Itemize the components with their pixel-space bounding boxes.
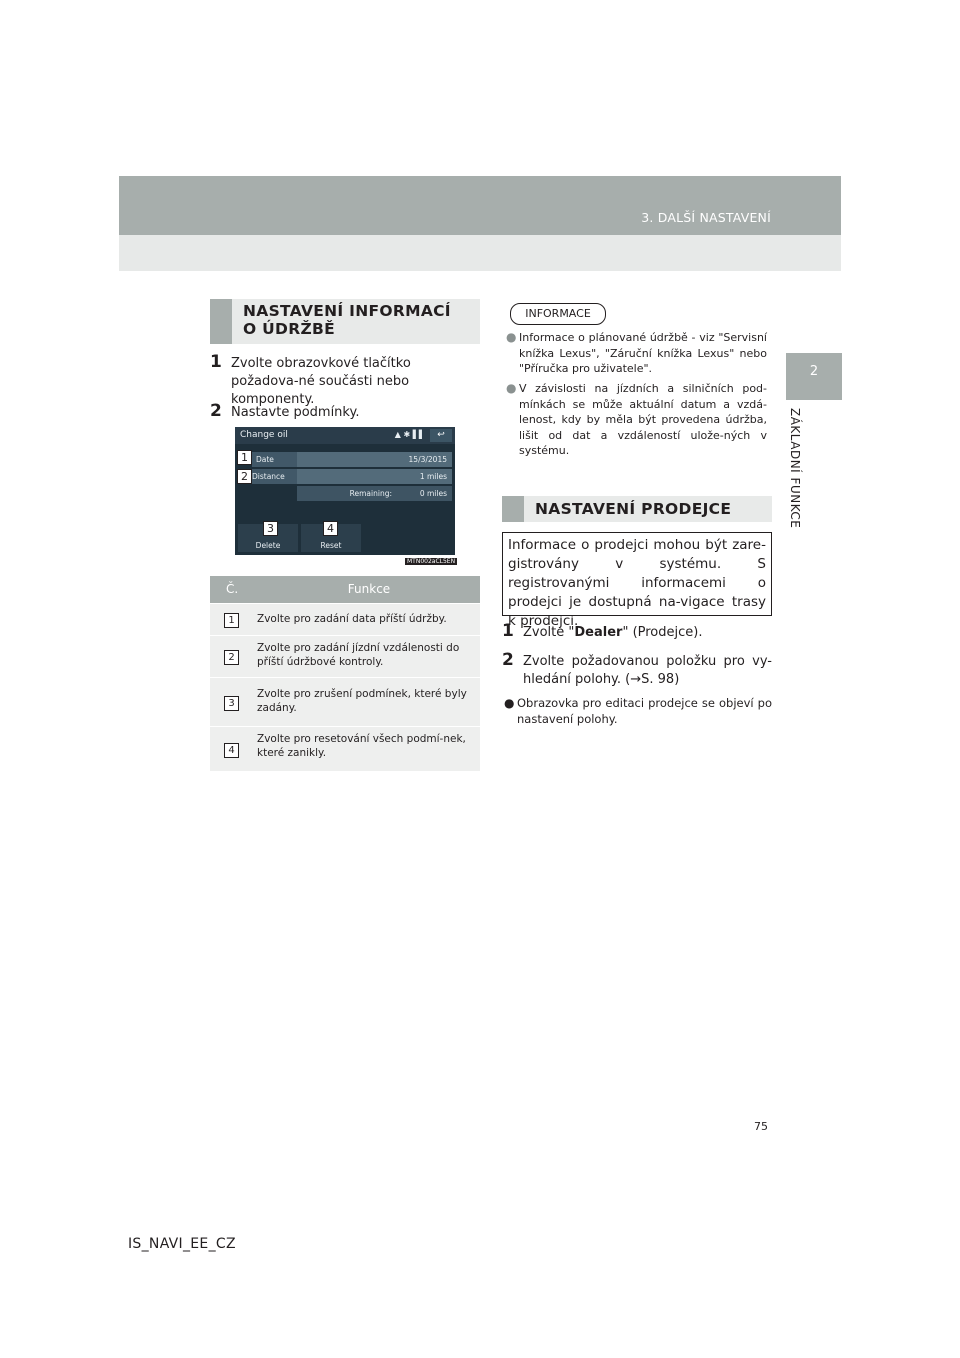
col-function-header: Funkce [347, 582, 391, 596]
step-text: Zvolte požadovanou položku pro vy-hledání polohy. (→S. 98) [523, 654, 772, 687]
step-text [502, 621, 772, 642]
distance-value: 1 miles [419, 472, 447, 481]
step-number: 1 [210, 352, 222, 372]
remaining-label: Remaining: [349, 489, 392, 498]
dealer-step-2 [502, 650, 772, 689]
page-number: 75 [754, 1120, 768, 1133]
remaining-field [297, 486, 452, 501]
status-icons: ▲ ✱ ▌▌ [394, 430, 425, 439]
document-code: IS_NAVI_EE_CZ [128, 1236, 236, 1252]
dealer-button-name: Dealer [574, 625, 623, 640]
distance-label: Distance [252, 472, 285, 481]
table-header [210, 576, 480, 603]
step-text-suffix: " (Prodejce). [622, 625, 703, 640]
info-bullet-text: V závislosti na jízdních a silničních pod-mínkách se může aktuální datum a vzdá-lenost, kdy by měla být provedena údržba, lišit od dat a vzdáleností ulože-ných v systému. [519, 382, 767, 457]
heading-maintenance-line1: NASTAVENÍ INFORMACÍ [243, 302, 451, 320]
info-bullet [506, 381, 767, 459]
dealer-info-box: Informace o prodejci mohou být zare-gistrovány v systému. S registrovanými informacemi o prodejci je dostupná na-vigace trasy k prodejci. [502, 532, 772, 616]
row-number: 3 [224, 696, 239, 711]
row-text: Zvolte pro zrušení podmínek, které byly zadány. [257, 688, 467, 714]
row-number: 1 [224, 613, 239, 628]
callout-4: 4 [323, 521, 338, 536]
bullet-icon: ● [504, 696, 515, 710]
dealer-note [504, 696, 772, 727]
dealer-step-1 [502, 621, 772, 642]
heading-stripe [502, 496, 524, 522]
chapter-label: ZÁKLADNÍ FUNKCE [788, 408, 802, 529]
heading-stripe [210, 299, 232, 344]
distance-value-field [297, 469, 452, 484]
distance-button[interactable] [252, 469, 297, 484]
row-number: 4 [224, 743, 239, 758]
dealer-note-text: Obrazovka pro editaci prodejce se objeví po nastavení polohy. [517, 696, 772, 726]
remaining-value: 0 miles [419, 489, 447, 498]
section-title: 3. DALŠÍ NASTAVENÍ [641, 210, 771, 225]
heading-maintenance [210, 299, 480, 344]
date-value: 15/3/2015 [408, 455, 447, 464]
step-text: Zvolte obrazovkové tlačítko požadova-né součásti nebo komponenty. [231, 356, 411, 407]
row-text: Zvolte pro zadání jízdní vzdálenosti do příští údržbové kontroly. [257, 642, 460, 668]
info-bullet [506, 330, 767, 377]
step-number: 2 [502, 650, 514, 670]
step-text: Nastavte podmínky. [231, 405, 360, 420]
screen-title: Change oil [240, 430, 288, 440]
step-2 [210, 401, 480, 422]
step-1 [210, 352, 480, 409]
row-number: 2 [224, 650, 239, 665]
col-number-header: Č. [226, 582, 239, 596]
table-row [210, 727, 480, 771]
callout-1: 1 [237, 450, 252, 465]
back-icon[interactable]: ↩ [430, 429, 452, 442]
heading-maintenance-line2: O ÚDRŽBĚ [243, 320, 336, 338]
table-row [210, 636, 480, 678]
table-row [210, 678, 480, 727]
date-label: Date [256, 455, 274, 464]
chapter-number: 2 [809, 364, 819, 379]
callout-3: 3 [263, 521, 278, 536]
info-label: INFORMACE [510, 303, 606, 325]
table-row [210, 604, 480, 636]
bullet-icon: ● [506, 381, 517, 395]
bullet-icon: ● [506, 330, 517, 344]
step-number: 2 [210, 401, 222, 421]
info-bullet-text: Informace o plánované údržbě - viz "Servisní knížka Lexus", "Záruční knížka Lexus" nebo "Příručka pro uživatele". [519, 331, 767, 375]
row-text: Zvolte pro zadání data příští údržby. [257, 613, 447, 625]
image-code: MTN002aCL5EN [407, 558, 456, 565]
delete-label: Delete [255, 541, 281, 550]
date-value-field [297, 452, 452, 467]
date-button[interactable] [252, 452, 297, 467]
screen-illustration [235, 427, 455, 555]
step-number: 1 [502, 621, 514, 641]
header-band [119, 176, 841, 235]
heading-dealer [502, 496, 772, 522]
callout-2: 2 [237, 469, 252, 484]
heading-dealer-text: NASTAVENÍ PRODEJCE [535, 500, 732, 518]
reset-label: Reset [320, 541, 342, 550]
step-text-prefix: Zvolte " [523, 625, 575, 640]
header-subband [119, 235, 841, 271]
row-text: Zvolte pro resetování všech podmí-nek, které zanikly. [257, 733, 466, 759]
